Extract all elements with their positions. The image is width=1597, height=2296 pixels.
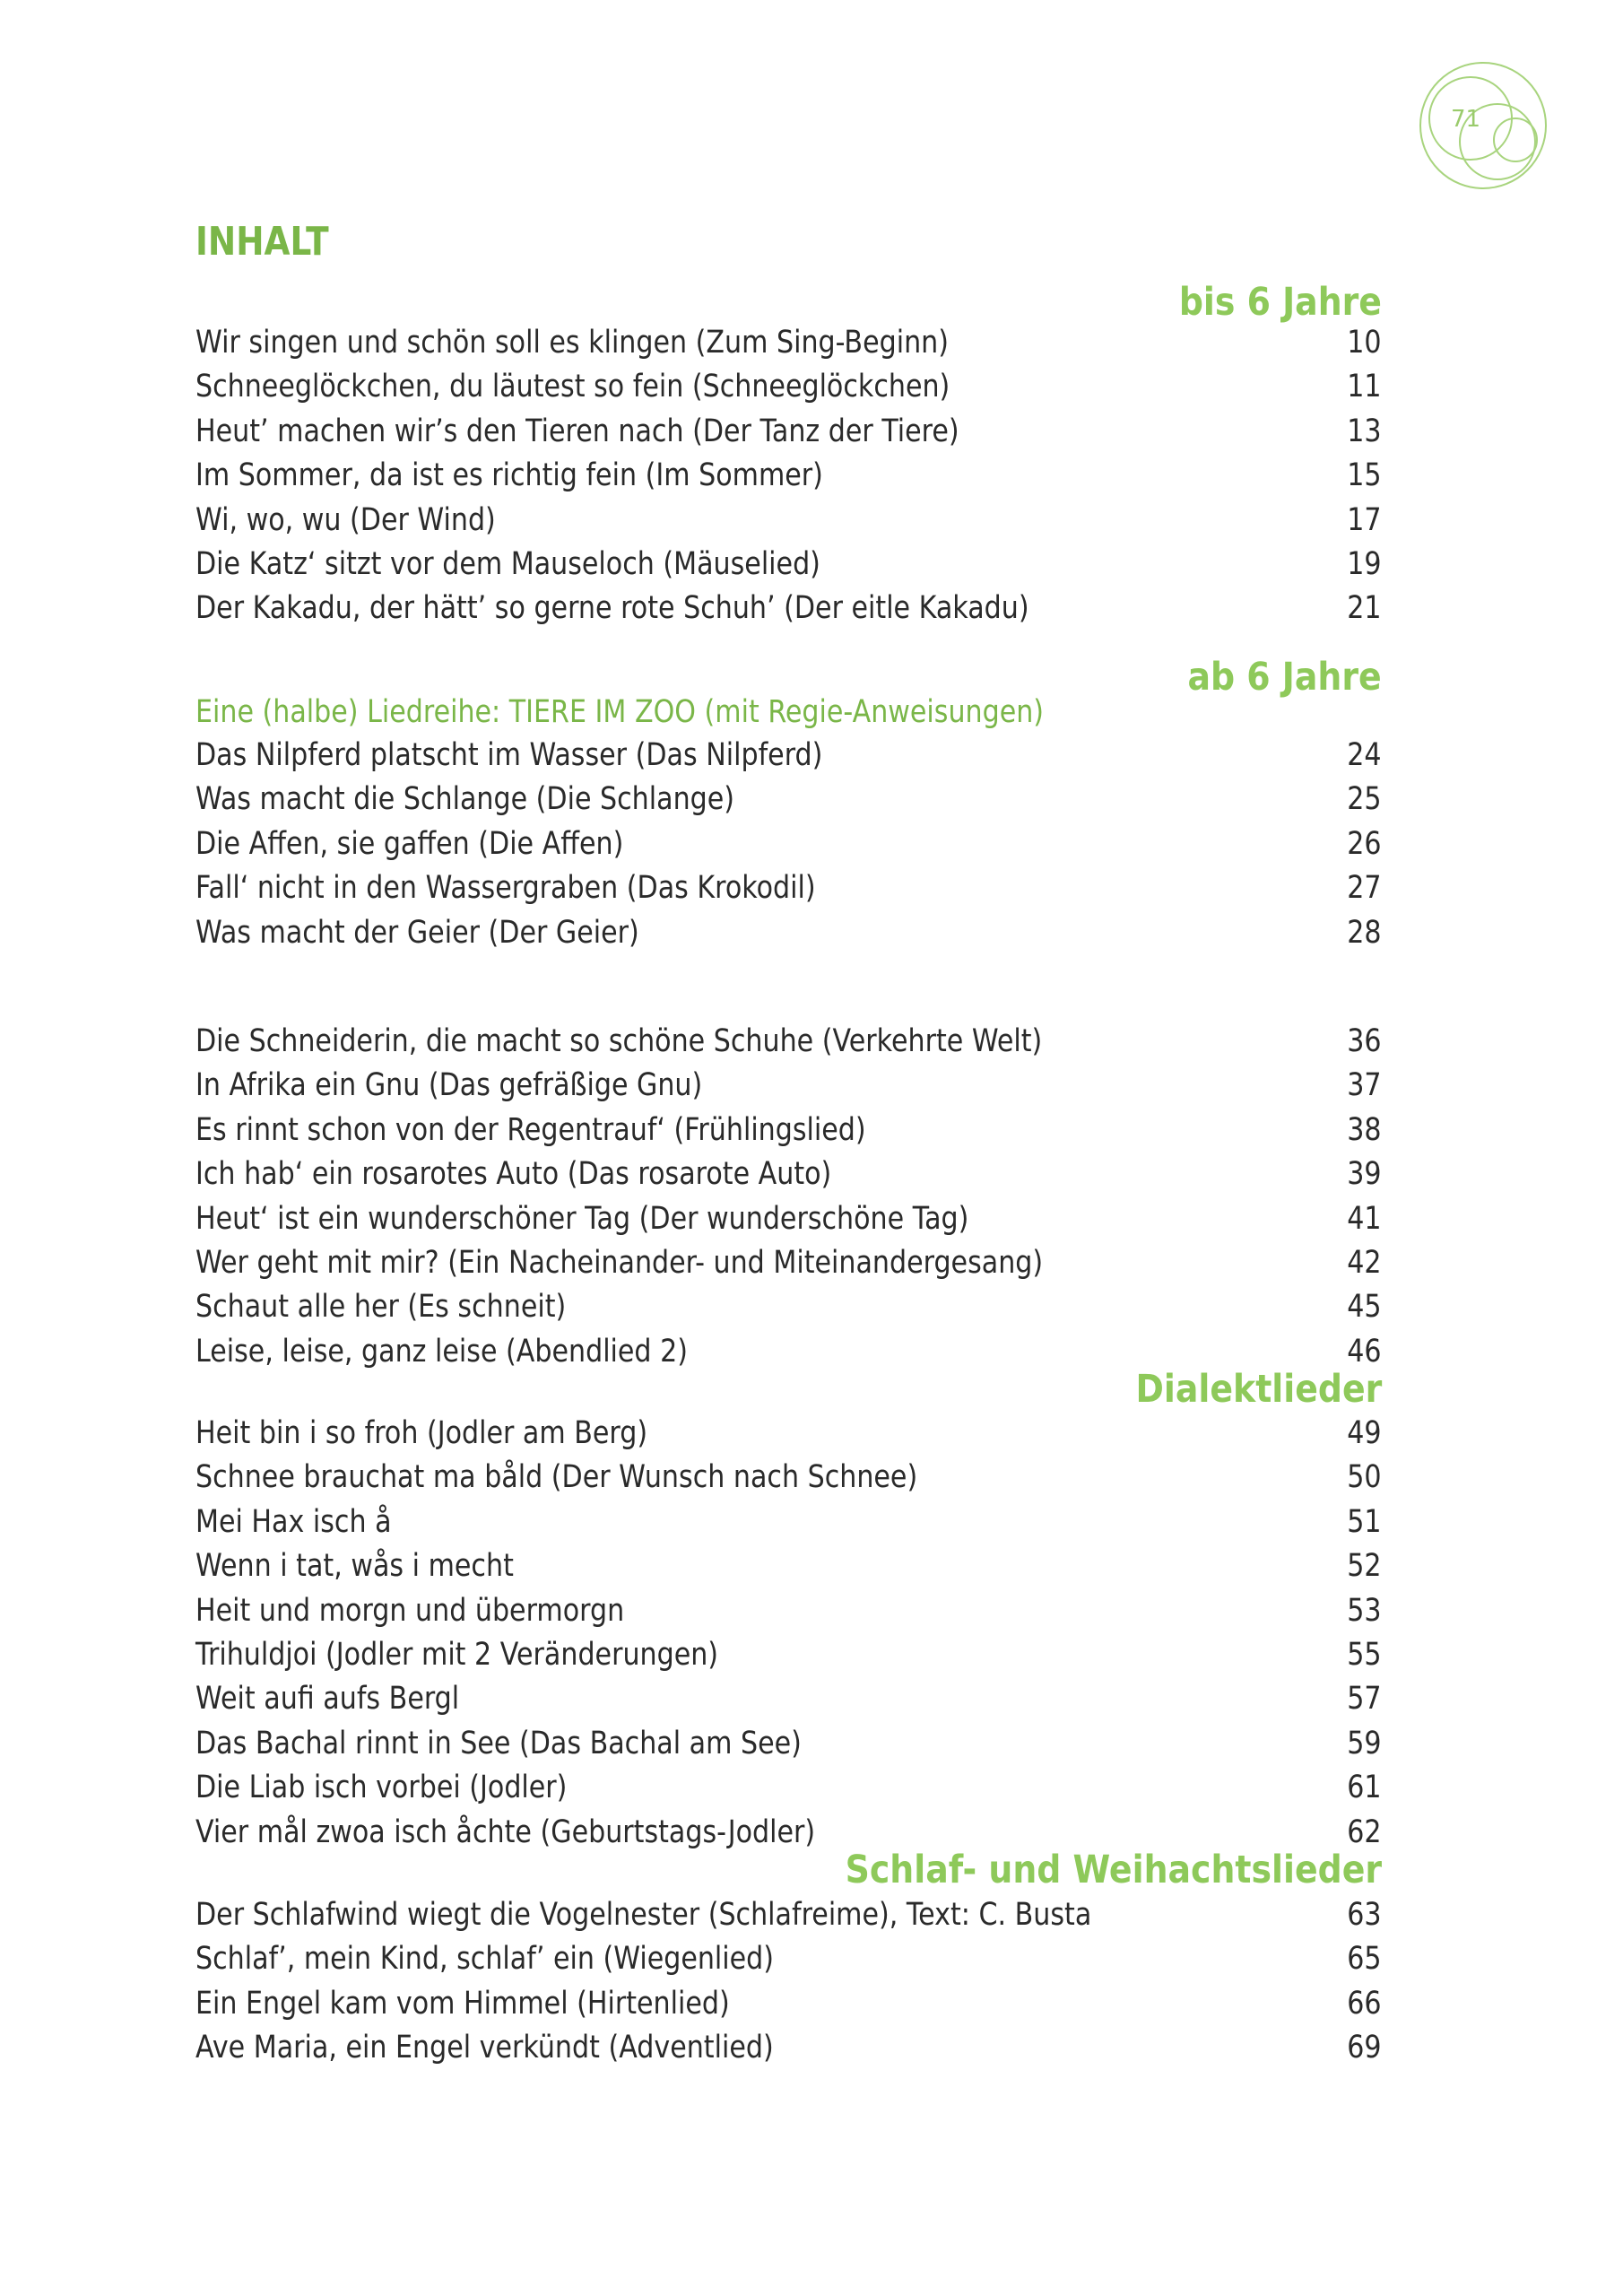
entry-title: Wenn i tat, wås i mecht	[195, 1548, 514, 1585]
entry-title: Wir singen und schön soll es klingen (Zum Sing-Beginn)	[195, 325, 949, 361]
entry-page-number: 38	[1347, 1111, 1382, 1148]
entry-page-number: 13	[1347, 413, 1382, 449]
entry-title: Das Bachal rinnt in See (Das Bachal am See)	[195, 1725, 802, 1761]
entry-title: Schlaf’, mein Kind, schlaf’ ein (Wiegenlied)	[195, 1941, 775, 1978]
entry-title: Heut‘ ist ein wunderschöner Tag (Der wunderschöne Tag)	[195, 1200, 969, 1237]
entry-title: In Afrika ein Gnu (Das gefräßige Gnu)	[195, 1067, 703, 1104]
entry-title: Wi, wo, wu (Der Wind)	[195, 501, 496, 538]
entry-title: Die Schneiderin, die macht so schöne Schuhe (Verkehrte Welt)	[195, 1023, 1043, 1059]
toc-entry[interactable]	[195, 1722, 1382, 1765]
entry-page-number: 49	[1347, 1415, 1382, 1451]
entry-title: Ich hab‘ ein rosarotes Auto (Das rosarote Auto)	[195, 1156, 832, 1193]
toc-entry[interactable]	[195, 778, 1382, 821]
section-heading: Dialektlieder	[1135, 1367, 1382, 1412]
entry-page-number: 66	[1347, 1985, 1382, 2022]
entry-page-number: 51	[1347, 1503, 1382, 1540]
subheading: Eine (halbe) Liedreihe: TIERE IM ZOO (mit Regie-Anweisungen)	[195, 694, 1045, 730]
toc-entry[interactable]	[195, 1766, 1382, 1809]
toc-entry[interactable]	[195, 1677, 1382, 1720]
entry-page-number: 24	[1347, 737, 1382, 773]
entry-title: Heit und morgn und übermorgn	[195, 1592, 625, 1629]
toc-entry[interactable]	[195, 321, 1382, 364]
entry-title: Wer geht mit mir? (Ein Nacheinander- und Miteinandergesang)	[195, 1245, 1044, 1281]
entry-title: Das Nilpferd platscht im Wasser (Das Nilpferd)	[195, 737, 823, 773]
entry-title: Schnee brauchat ma båld (Der Wunsch nach Schnee)	[195, 1459, 918, 1496]
entry-title: Ein Engel kam vom Himmel (Hirtenlied)	[195, 1985, 730, 2022]
entry-title: Heut’ machen wir’s den Tieren nach (Der Tanz der Tiere)	[195, 413, 959, 449]
entry-title: Fall‘ nicht in den Wassergraben (Das Krokodil)	[195, 870, 816, 907]
entry-title: Die Katz‘ sitzt vor dem Mauseloch (Mäuselied)	[195, 546, 820, 582]
entry-title: Weit aufi aufs Bergl	[195, 1681, 460, 1718]
entry-page-number: 25	[1347, 781, 1382, 818]
entry-page-number: 17	[1347, 501, 1382, 538]
entry-title: Was macht die Schlange (Die Schlange)	[195, 781, 735, 818]
toc-entry[interactable]	[195, 866, 1382, 909]
section-heading: ab 6 Jahre	[1187, 655, 1382, 700]
toc-entry[interactable]	[195, 2026, 1382, 2069]
toc-entry[interactable]	[195, 543, 1382, 586]
entry-page-number: 46	[1347, 1333, 1382, 1370]
entry-page-number: 42	[1347, 1245, 1382, 1281]
entry-title: Der Schlafwind wiegt die Vogelnester (Schlafreime), Text: C. Busta	[195, 1897, 1092, 1933]
entry-title: Was macht der Geier (Der Geier)	[195, 914, 639, 951]
toc-entry[interactable]	[195, 499, 1382, 542]
entry-title: Trihuldjoi (Jodler mit 2 Veränderungen)	[195, 1637, 719, 1673]
toc-entry[interactable]	[195, 1589, 1382, 1632]
entry-title: Im Sommer, da ist es richtig fein (Im Sommer)	[195, 457, 823, 494]
entry-title: Heit bin i so froh (Jodler am Berg)	[195, 1415, 648, 1451]
entry-page-number: 28	[1347, 914, 1382, 951]
toc-entry[interactable]	[195, 1197, 1382, 1240]
toc-entry[interactable]	[195, 1064, 1382, 1107]
entry-page-number: 55	[1347, 1637, 1382, 1673]
toc-entry[interactable]	[195, 1500, 1382, 1544]
entry-title: Mei Hax isch å	[195, 1503, 392, 1540]
toc-entry[interactable]	[195, 822, 1382, 865]
entry-page-number: 27	[1347, 870, 1382, 907]
entry-page-number: 36	[1347, 1023, 1382, 1059]
entry-page-number: 15	[1347, 457, 1382, 494]
entry-page-number: 26	[1347, 825, 1382, 862]
entry-page-number: 52	[1347, 1548, 1382, 1585]
toc-entry[interactable]	[195, 1020, 1382, 1063]
toc-entry[interactable]	[195, 1633, 1382, 1676]
entry-page-number: 21	[1347, 590, 1382, 627]
section-heading: bis 6 Jahre	[1178, 280, 1382, 325]
entry-page-number: 11	[1347, 369, 1382, 405]
entry-page-number: 63	[1347, 1897, 1382, 1933]
entry-title: Es rinnt schon von der Regentrauf‘ (Frühlingslied)	[195, 1111, 866, 1148]
entry-page-number: 65	[1347, 1941, 1382, 1978]
toc-entry[interactable]	[195, 1109, 1382, 1152]
entry-title: Schneeglöckchen, du läutest so fein (Schneeglöckchen)	[195, 369, 950, 405]
toc-entry[interactable]	[195, 454, 1382, 497]
entry-title: Die Affen, sie gaffen (Die Affen)	[195, 825, 624, 862]
toc-entry[interactable]	[195, 1285, 1382, 1328]
entry-page-number: 19	[1347, 546, 1382, 582]
entry-title: Vier mål zwoa isch åchte (Geburtstags-Jodler)	[195, 1813, 816, 1850]
toc-entry[interactable]	[195, 1982, 1382, 2025]
entry-title: Der Kakadu, der hätt’ so gerne rote Schuh’ (Der eitle Kakadu)	[195, 590, 1029, 627]
toc-entry[interactable]	[195, 1412, 1382, 1455]
entry-page-number: 45	[1347, 1289, 1382, 1326]
entry-page-number: 39	[1347, 1156, 1382, 1193]
toc-entry[interactable]	[195, 1544, 1382, 1587]
toc-entry[interactable]	[195, 1937, 1382, 1980]
entry-page-number: 62	[1347, 1813, 1382, 1850]
toc-entry[interactable]	[195, 1893, 1382, 1936]
entry-page-number: 61	[1347, 1770, 1382, 1806]
toc-entry[interactable]	[195, 911, 1382, 954]
entry-page-number: 59	[1347, 1725, 1382, 1761]
page-title: INHALT	[195, 219, 329, 265]
entry-title: Schaut alle her (Es schneit)	[195, 1289, 567, 1326]
toc-entry[interactable]	[195, 734, 1382, 777]
entry-page-number: 53	[1347, 1592, 1382, 1629]
entry-page-number: 41	[1347, 1200, 1382, 1237]
toc-entry[interactable]	[195, 1152, 1382, 1196]
page-circles-decoration	[1408, 56, 1569, 199]
toc-entry[interactable]	[195, 410, 1382, 453]
toc-entry[interactable]	[195, 365, 1382, 408]
toc-entry[interactable]	[195, 1241, 1382, 1284]
entry-title: Ave Maria, ein Engel verkündt (Adventlied)	[195, 2030, 774, 2066]
entry-page-number: 57	[1347, 1681, 1382, 1718]
entry-page-number: 10	[1347, 325, 1382, 361]
entry-title: Leise, leise, ganz leise (Abendlied 2)	[195, 1333, 689, 1370]
toc-entry[interactable]	[195, 587, 1382, 630]
entry-page-number: 69	[1347, 2030, 1382, 2066]
entry-page-number: 50	[1347, 1459, 1382, 1496]
toc-entry[interactable]	[195, 1456, 1382, 1499]
page-number: 71	[1451, 106, 1481, 133]
entry-title: Die Liab isch vorbei (Jodler)	[195, 1770, 568, 1806]
section-heading: Schlaf- und Weihachtslieder	[845, 1848, 1382, 1892]
entry-page-number: 37	[1347, 1067, 1382, 1104]
